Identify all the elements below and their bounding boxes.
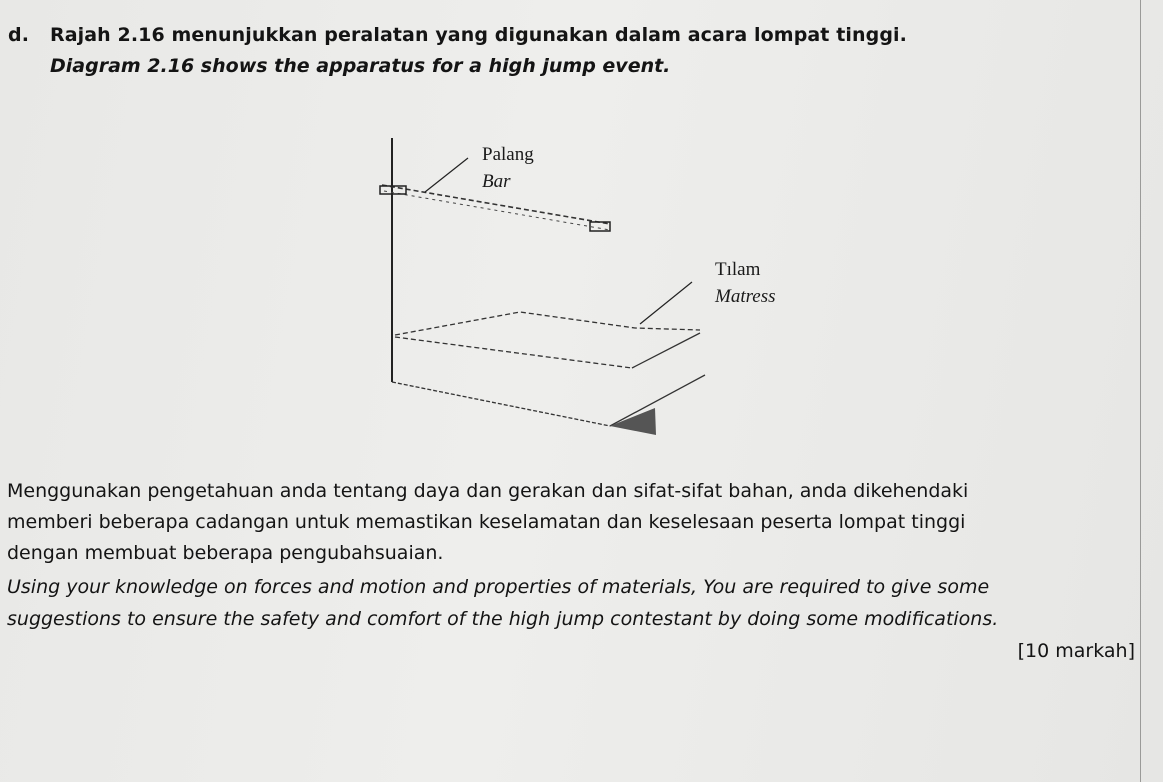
mattress-bottom-edge xyxy=(392,382,610,426)
mattress-right-side xyxy=(610,375,705,426)
question-heading-en: Diagram 2.16 shows the apparatus for a high jump event. xyxy=(50,55,671,77)
instruction-ms-line-3: dengan membuat beberapa pengubahsuaian. xyxy=(7,542,444,564)
mattress-top-side-edge xyxy=(632,333,700,368)
mattress-corner-shade xyxy=(610,408,656,435)
label-bar: Bar xyxy=(482,171,511,192)
instruction-ms-line-2: memberi beberapa cadangan untuk memastikan keselamatan dan keselesaan peserta lompat tinggi xyxy=(7,511,966,533)
instruction-ms-line-1: Menggunakan pengetahuan anda tentang daya dan gerakan dan sifat-sifat bahan, anda dikehendaki xyxy=(7,480,969,502)
margin-line xyxy=(1140,0,1141,782)
mattress-leader-line xyxy=(640,282,692,324)
high-jump-diagram xyxy=(370,130,790,440)
label-palang: Palang xyxy=(482,144,534,165)
label-matress: Matress xyxy=(715,286,776,307)
marks-allocation: [10 markah] xyxy=(1017,640,1135,662)
mattress-top-front-edge xyxy=(395,337,632,368)
question-heading-ms xyxy=(8,24,907,46)
cross-bar-lower-edge xyxy=(384,191,610,230)
instruction-en-line-1: Using your knowledge on forces and motion and properties of materials, You are required to give some xyxy=(7,576,990,598)
mattress-top-back-edge xyxy=(395,312,700,335)
question-letter: d. xyxy=(8,24,30,46)
heading-ms-text: Rajah 2.16 menunjukkan peralatan yang digunakan dalam acara lompat tinggi. xyxy=(50,24,907,46)
instruction-en-line-2: suggestions to ensure the safety and comfort of the high jump contestant by doing some modifications. xyxy=(7,608,999,630)
label-tilam: Tılam xyxy=(715,259,761,280)
bar-leader-line xyxy=(425,158,468,192)
